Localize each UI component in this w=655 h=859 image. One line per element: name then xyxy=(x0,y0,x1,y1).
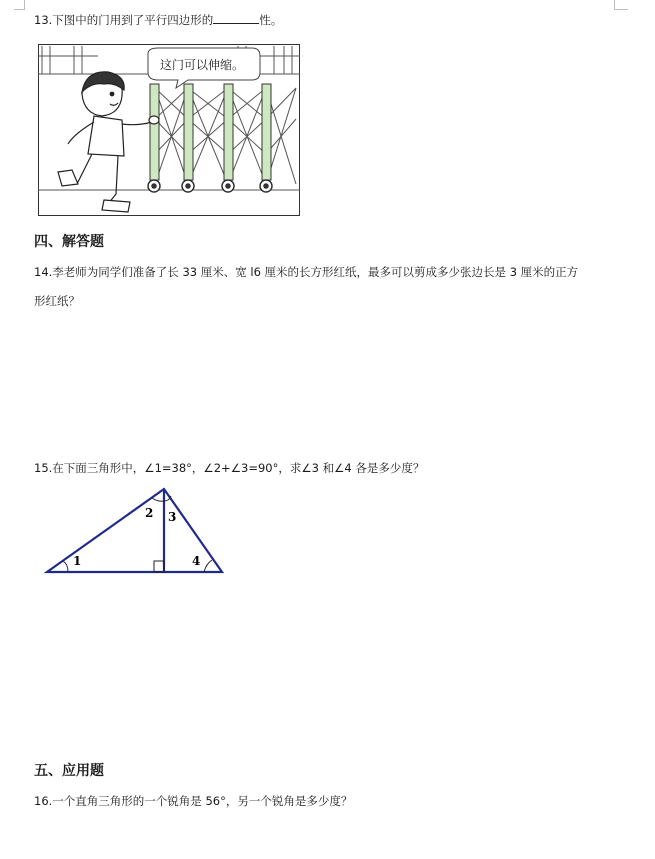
question-14-line-1: 14.李老师为同学们准备了长 33 厘米、宽 l6 厘米的长方形红纸，最多可以剪成多少张边长是 3 厘米的正方 xyxy=(34,265,579,279)
question-15: 15.在下面三角形中，∠1=38°，∠2+∠3=90°，求∠3 和∠4 各是多少度？ xyxy=(34,461,425,475)
question-14-line-2: 形红纸？ xyxy=(34,294,80,308)
page-corner-mark-right-h xyxy=(614,9,628,10)
angle-2-arc xyxy=(152,498,164,501)
angle-label-3: 3 xyxy=(168,510,177,524)
question-13 xyxy=(34,11,282,29)
speech-bubble-text: 这门可以伸缩。 xyxy=(160,58,245,72)
question-13-prefix: 13.下图中的门用到了平行四边形的 xyxy=(34,13,214,27)
retractable-gate-illustration xyxy=(38,44,300,216)
triangle-diagram xyxy=(40,484,240,580)
section-5-title: 五、应用题 xyxy=(34,763,104,779)
section-4-title: 四、解答题 xyxy=(34,234,104,250)
angle-1-arc xyxy=(63,561,68,572)
question-13-suffix: 性。 xyxy=(259,13,283,27)
angle-4-arc xyxy=(204,560,212,572)
angle-label-4: 4 xyxy=(192,554,201,568)
answer-blank xyxy=(213,12,259,24)
page-corner-mark-left-h xyxy=(14,9,25,10)
right-angle-mark xyxy=(154,561,164,572)
question-16: 16.一个直角三角形的一个锐角是 56°，另一个锐角是多少度？ xyxy=(34,794,353,808)
angle-label-1: 1 xyxy=(73,554,82,568)
angle-label-2: 2 xyxy=(145,506,154,520)
